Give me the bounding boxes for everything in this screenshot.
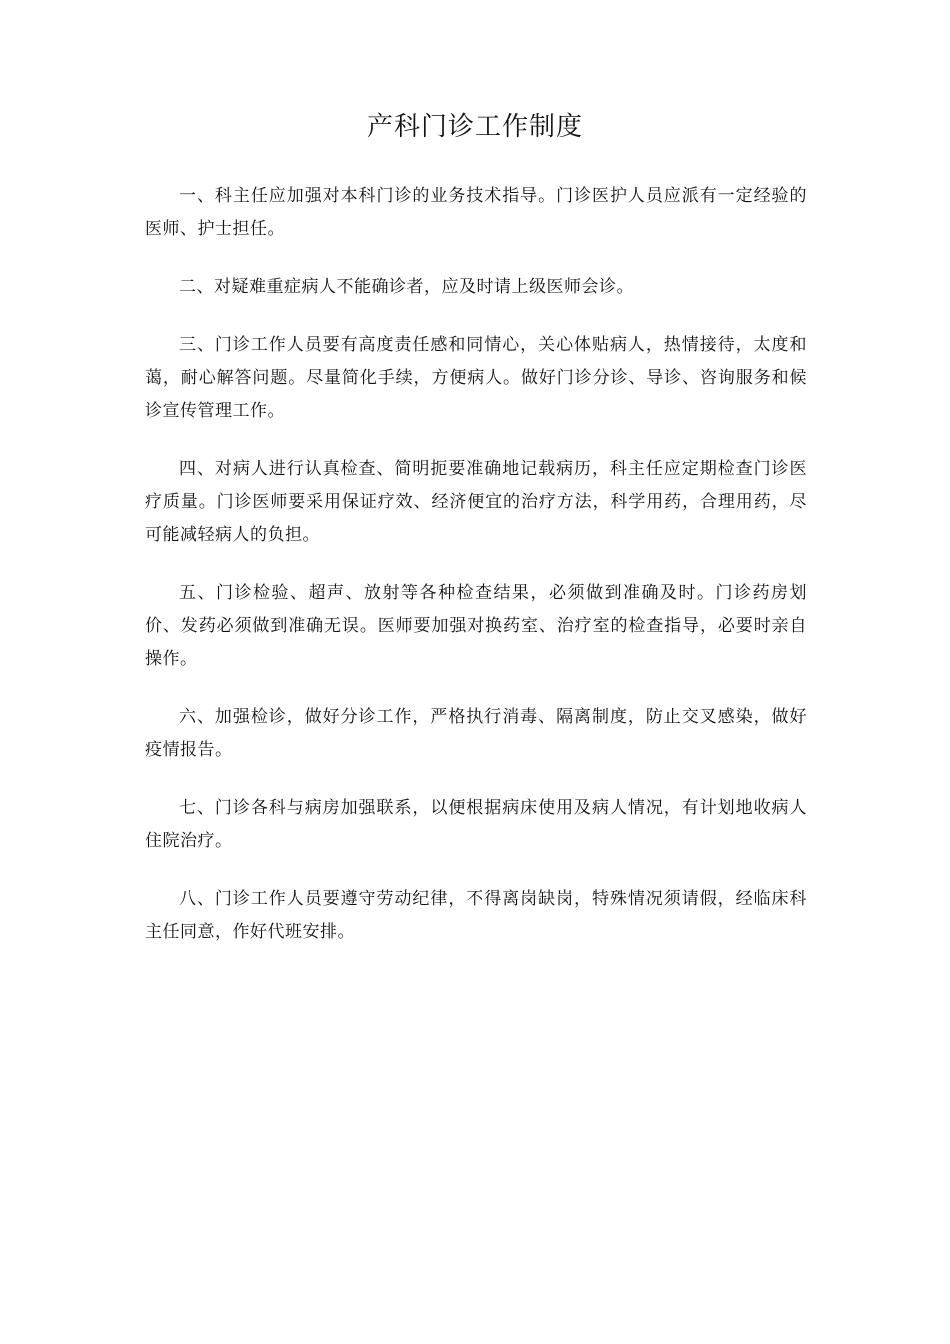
paragraph-1: 一、科主任应加强对本科门诊的业务技术指导。门诊医护人员应派有一定经验的医师、护士担任。 [145,186,807,239]
paragraph-6: 六、加强检诊，做好分诊工作，严格执行消毒、隔离制度，防止交叉感染，做好疫情报告。 [145,707,807,760]
paragraph-3: 三、门诊工作人员要有高度责任感和同情心，关心体贴病人，热情接待，太度和蔼，耐心解答问题。尽量简化手续，方便病人。做好门诊分诊、导诊、咨询服务和候诊宣传管理工作。 [145,335,807,421]
document-body [145,180,807,974]
paragraph-2: 二、对疑难重症病人不能确诊者，应及时请上级医师会诊。 [179,277,634,297]
document-title: 产科门诊工作制度 [366,112,583,142]
paragraph-4: 四、对病人进行认真检查、简明扼要准确地记载病历，科主任应定期检查门诊医疗质量。门诊医师要采用保证疗效、经济便宜的治疗方法，科学用药，合理用药，尽可能减轻病人的负担。 [145,459,807,545]
paragraph-8: 八、门诊工作人员要遵守劳动纪律，不得离岗缺岗，特殊情况须请假，经临床科主任同意，作好代班安排。 [145,889,807,942]
paragraph-7: 七、门诊各科与病房加强联系，以便根据病床使用及病人情况，有计划地收病人住院治疗。 [145,798,807,851]
paragraph-5: 五、门诊检验、超声、放射等各种检查结果，必须做到准确及时。门诊药房划价、发药必须做到准确无误。医师要加强对换药室、治疗室的检查指导，必要时亲自操作。 [145,583,807,669]
